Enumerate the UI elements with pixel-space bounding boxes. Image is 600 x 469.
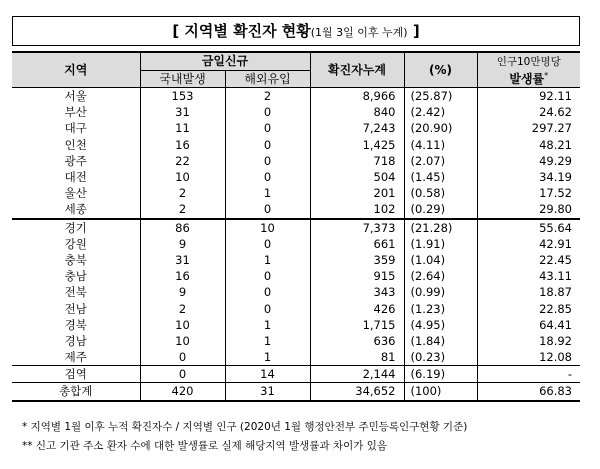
table-row <box>12 333 580 349</box>
cell-rate: 17.52 <box>477 185 580 201</box>
cell-region: 경기 <box>12 219 140 236</box>
header-cumulative: 확진자누계 <box>310 52 404 88</box>
cell-overseas: 0 <box>225 137 310 153</box>
cell-pct: (1.23) <box>404 300 477 316</box>
table-row <box>12 366 580 383</box>
title-close: ] <box>407 22 420 40</box>
cell-region: 대구 <box>12 120 140 136</box>
cell-region: 총합계 <box>12 383 140 401</box>
cell-cumulative: 34,652 <box>310 383 404 401</box>
cell-rate: 42.91 <box>477 236 580 252</box>
cell-region: 전남 <box>12 300 140 316</box>
table-row <box>12 349 580 366</box>
cell-overseas: 0 <box>225 201 310 218</box>
cell-region: 인천 <box>12 137 140 153</box>
cell-rate: 297.27 <box>477 120 580 136</box>
table-row <box>12 153 580 169</box>
cell-rate: 12.08 <box>477 349 580 366</box>
cell-pct: (0.58) <box>404 185 477 201</box>
cell-rate: 18.87 <box>477 284 580 300</box>
cell-domestic: 31 <box>140 252 225 268</box>
cell-domestic: 9 <box>140 284 225 300</box>
table-row <box>12 268 580 284</box>
cell-cumulative: 343 <box>310 284 404 300</box>
cell-overseas: 10 <box>225 219 310 236</box>
cell-region: 충북 <box>12 252 140 268</box>
cell-rate: 18.92 <box>477 333 580 349</box>
cell-domestic: 11 <box>140 120 225 136</box>
cell-pct: (1.91) <box>404 236 477 252</box>
cell-domestic: 10 <box>140 333 225 349</box>
table-title <box>12 16 580 46</box>
header-rate-line2-wrap <box>478 69 581 86</box>
table-row <box>12 317 580 333</box>
cell-overseas: 14 <box>225 366 310 383</box>
cell-cumulative: 2,144 <box>310 366 404 383</box>
cell-cumulative: 81 <box>310 349 404 366</box>
cell-overseas: 1 <box>225 185 310 201</box>
cell-region: 제주 <box>12 349 140 366</box>
table-row <box>12 88 580 105</box>
cell-region: 전북 <box>12 284 140 300</box>
cell-rate: 22.85 <box>477 300 580 316</box>
footnote-1: * 지역별 1월 이후 누적 확진자수 / 지역별 인구 (2020년 1월 행정안전부 주민등록인구현황 기준) <box>22 421 468 433</box>
cell-rate: 55.64 <box>477 219 580 236</box>
table-row <box>12 236 580 252</box>
cell-cumulative: 840 <box>310 104 404 120</box>
cell-overseas: 0 <box>225 300 310 316</box>
cell-pct: (1.84) <box>404 333 477 349</box>
cell-pct: (1.45) <box>404 169 477 185</box>
header-row-1 <box>12 52 580 70</box>
cell-pct: (6.19) <box>404 366 477 383</box>
header-rate-mark: * <box>544 70 549 80</box>
header-region: 지역 <box>12 52 140 88</box>
header-rate-line1: 인구10만명당 <box>496 55 561 68</box>
cell-region: 울산 <box>12 185 140 201</box>
cell-overseas: 1 <box>225 317 310 333</box>
table-row <box>12 300 580 316</box>
cell-domestic: 22 <box>140 153 225 169</box>
table-body <box>12 88 580 401</box>
cell-pct: (20.90) <box>404 120 477 136</box>
cell-rate: 34.19 <box>477 169 580 185</box>
cell-overseas: 1 <box>225 252 310 268</box>
cell-domestic: 16 <box>140 268 225 284</box>
cell-region: 경남 <box>12 333 140 349</box>
cell-overseas: 1 <box>225 349 310 366</box>
header-rate-line2: 발생률 <box>509 71 545 86</box>
cell-domestic: 2 <box>140 185 225 201</box>
cell-domestic: 2 <box>140 201 225 218</box>
cell-domestic: 153 <box>140 88 225 105</box>
cell-pct: (2.07) <box>404 153 477 169</box>
table-row <box>12 201 580 218</box>
header-today-new: 금일신규 <box>140 52 310 70</box>
cell-pct: (4.11) <box>404 137 477 153</box>
cell-overseas: 2 <box>225 88 310 105</box>
cell-pct: (0.23) <box>404 349 477 366</box>
cell-domestic: 31 <box>140 104 225 120</box>
cell-pct: (100) <box>404 383 477 401</box>
cell-rate: 64.41 <box>477 317 580 333</box>
title-sub: (1월 3일 이후 누계) <box>310 26 408 39</box>
cell-rate: - <box>477 366 580 383</box>
cell-rate: 66.83 <box>477 383 580 401</box>
cell-cumulative: 915 <box>310 268 404 284</box>
cell-domestic: 10 <box>140 317 225 333</box>
cell-overseas: 0 <box>225 104 310 120</box>
cell-cumulative: 504 <box>310 169 404 185</box>
cell-overseas: 0 <box>225 120 310 136</box>
cell-pct: (21.28) <box>404 219 477 236</box>
cell-pct: (2.64) <box>404 268 477 284</box>
table-row <box>12 252 580 268</box>
cell-pct: (4.95) <box>404 317 477 333</box>
cell-domestic: 16 <box>140 137 225 153</box>
cell-domestic: 420 <box>140 383 225 401</box>
cell-rate: 48.21 <box>477 137 580 153</box>
cell-rate: 49.29 <box>477 153 580 169</box>
cell-region: 대전 <box>12 169 140 185</box>
cell-region: 충남 <box>12 268 140 284</box>
cell-overseas: 0 <box>225 169 310 185</box>
cell-rate: 24.62 <box>477 104 580 120</box>
cell-overseas: 0 <box>225 268 310 284</box>
header-rate <box>477 52 580 88</box>
regional-cases-table <box>12 51 580 402</box>
table-row <box>12 219 580 236</box>
cell-pct: (2.42) <box>404 104 477 120</box>
cell-pct: (1.04) <box>404 252 477 268</box>
header-domestic: 국내발생 <box>140 70 225 88</box>
cell-region: 세종 <box>12 201 140 218</box>
cell-region: 광주 <box>12 153 140 169</box>
header-pct: (%) <box>404 52 477 88</box>
cell-overseas: 31 <box>225 383 310 401</box>
cell-domestic: 86 <box>140 219 225 236</box>
cell-region: 경북 <box>12 317 140 333</box>
cell-domestic: 10 <box>140 169 225 185</box>
table-row <box>12 169 580 185</box>
cell-region: 강원 <box>12 236 140 252</box>
cell-domestic: 0 <box>140 349 225 366</box>
footnote-2: ** 신고 기관 주소 환자 수에 대한 발생률로 실제 해당지역 발생률과 차이가 있음 <box>22 440 387 452</box>
cell-pct: (0.29) <box>404 201 477 218</box>
cell-cumulative: 426 <box>310 300 404 316</box>
cell-overseas: 1 <box>225 333 310 349</box>
cell-rate: 92.11 <box>477 88 580 105</box>
cell-pct: (25.87) <box>404 88 477 105</box>
cell-pct: (0.99) <box>404 284 477 300</box>
cell-domestic: 9 <box>140 236 225 252</box>
cell-cumulative: 7,243 <box>310 120 404 136</box>
cell-overseas: 0 <box>225 153 310 169</box>
cell-region: 부산 <box>12 104 140 120</box>
cell-cumulative: 359 <box>310 252 404 268</box>
table-row <box>12 104 580 120</box>
cell-cumulative: 1,425 <box>310 137 404 153</box>
cell-cumulative: 636 <box>310 333 404 349</box>
header-overseas: 해외유입 <box>225 70 310 88</box>
title-main: [ 지역별 확진자 현황 <box>172 22 311 40</box>
cell-cumulative: 8,966 <box>310 88 404 105</box>
cell-rate: 43.11 <box>477 268 580 284</box>
cell-cumulative: 661 <box>310 236 404 252</box>
table-row <box>12 137 580 153</box>
table-row <box>12 120 580 136</box>
cell-overseas: 0 <box>225 284 310 300</box>
table-row <box>12 185 580 201</box>
cell-domestic: 0 <box>140 366 225 383</box>
table-row <box>12 284 580 300</box>
cell-domestic: 2 <box>140 300 225 316</box>
cell-cumulative: 718 <box>310 153 404 169</box>
cell-cumulative: 102 <box>310 201 404 218</box>
cell-cumulative: 7,373 <box>310 219 404 236</box>
cell-overseas: 0 <box>225 236 310 252</box>
cell-region: 검역 <box>12 366 140 383</box>
cell-cumulative: 1,715 <box>310 317 404 333</box>
table-row <box>12 383 580 401</box>
cell-cumulative: 201 <box>310 185 404 201</box>
cell-rate: 29.80 <box>477 201 580 218</box>
cell-region: 서울 <box>12 88 140 105</box>
cell-rate: 22.45 <box>477 252 580 268</box>
